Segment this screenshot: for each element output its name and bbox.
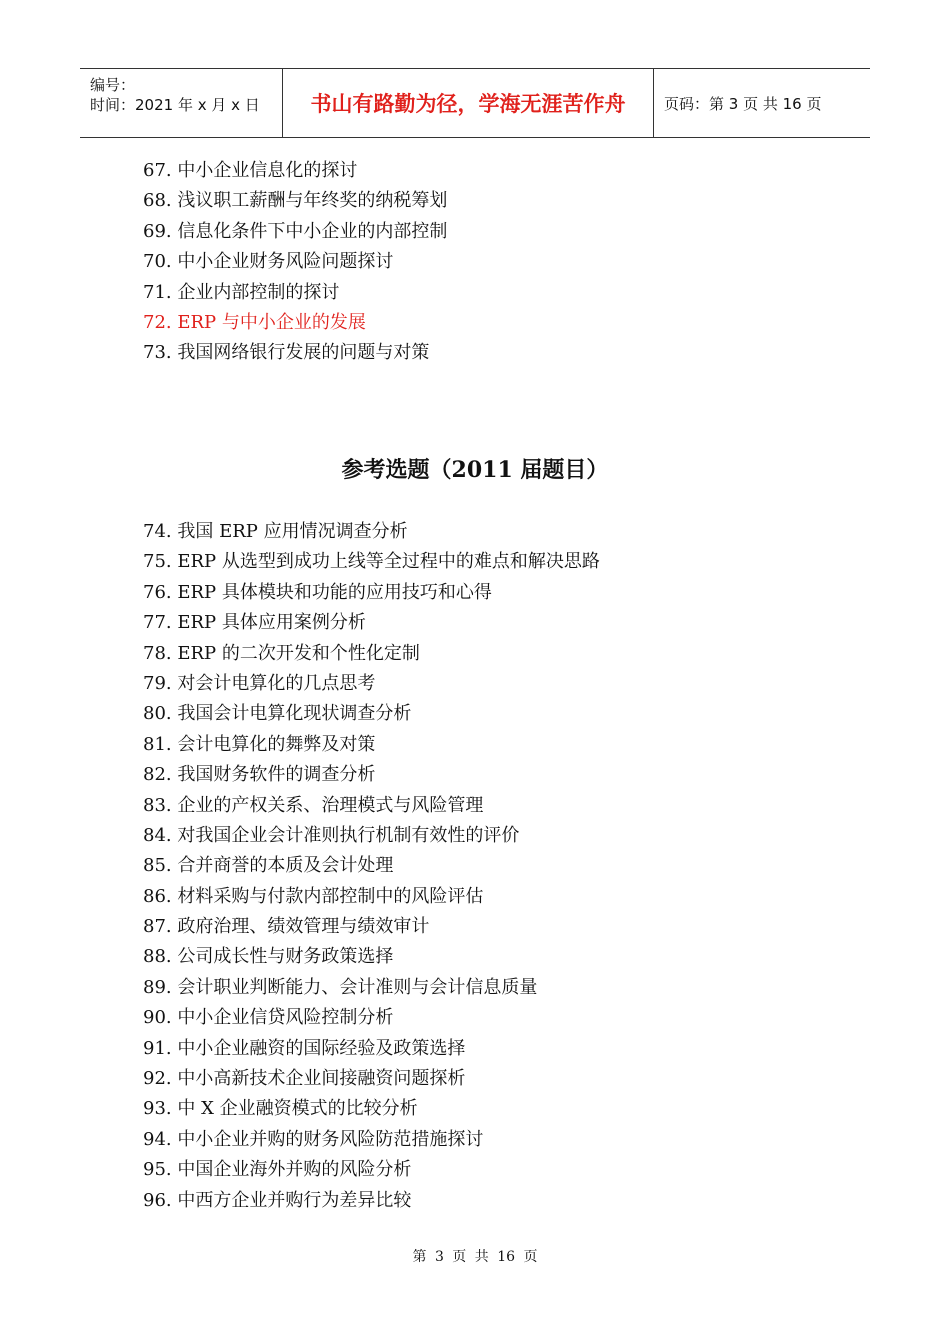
topic-item: 76. ERP 具体模块和功能的应用技巧和心得 bbox=[143, 581, 492, 603]
topic-item: 93. 中 X 企业融资模式的比较分析 bbox=[143, 1098, 418, 1120]
topic-item: 81. 会计电算化的舞弊及对策 bbox=[143, 733, 376, 755]
topic-item: 91. 中小企业融资的国际经验及政策选择 bbox=[143, 1037, 466, 1059]
topic-item: 87. 政府治理、绩效管理与绩效审计 bbox=[143, 916, 430, 938]
topic-item: 78. ERP 的二次开发和个性化定制 bbox=[143, 642, 420, 664]
section-title: 参考选题（2011 届题目） bbox=[341, 457, 609, 483]
document-number-label: 编号： bbox=[90, 76, 136, 94]
topic-item: 69. 信息化条件下中小企业的内部控制 bbox=[143, 220, 448, 242]
topic-item: 77. ERP 具体应用案例分析 bbox=[143, 612, 366, 634]
header-page-number: 页码：第 3 页 共 16 页 bbox=[664, 94, 822, 113]
topic-item: 73. 我国网络银行发展的问题与对策 bbox=[143, 342, 430, 364]
topic-item: 82. 我国财务软件的调查分析 bbox=[143, 764, 376, 786]
date-label: 时间：2021 年 x 月 x 日 bbox=[90, 96, 260, 114]
topic-item: 95. 中国企业海外并购的风险分析 bbox=[143, 1159, 412, 1181]
topic-item: 80. 我国会计电算化现状调查分析 bbox=[143, 703, 412, 725]
page-header bbox=[80, 68, 870, 138]
topic-list-part1 bbox=[143, 156, 447, 369]
topic-item: 88. 公司成长性与财务政策选择 bbox=[143, 946, 394, 968]
topic-item: 84. 对我国企业会计准则执行机制有效性的评价 bbox=[143, 824, 520, 846]
topic-item: 92. 中小高新技术企业间接融资问题探析 bbox=[143, 1068, 466, 1090]
topic-item: 67. 中小企业信息化的探讨 bbox=[143, 160, 358, 181]
header-meta bbox=[80, 69, 282, 137]
topic-item: 72. ERP 与中小企业的发展 bbox=[143, 311, 366, 333]
topic-item: 71. 企业内部控制的探讨 bbox=[143, 281, 340, 303]
topic-item: 85. 合并商誉的本质及会计处理 bbox=[143, 855, 394, 877]
topic-item: 94. 中小企业并购的财务风险防范措施探讨 bbox=[143, 1128, 484, 1150]
topic-item: 96. 中西方企业并购行为差异比较 bbox=[143, 1189, 412, 1211]
topic-item: 75. ERP 从选型到成功上线等全过程中的难点和解决思路 bbox=[143, 551, 600, 573]
page-footer: 第 3 页 共 16 页 bbox=[412, 1249, 538, 1265]
topic-item: 74. 我国 ERP 应用情况调查分析 bbox=[143, 521, 408, 542]
topic-item: 89. 会计职业判断能力、会计准则与会计信息质量 bbox=[143, 976, 538, 998]
topic-item: 68. 浅议职工薪酬与年终奖的纳税筹划 bbox=[143, 190, 448, 212]
topic-item: 79. 对会计电算化的几点思考 bbox=[143, 672, 376, 694]
topic-item: 90. 中小企业信贷风险控制分析 bbox=[143, 1007, 394, 1029]
topic-list-2011 bbox=[143, 517, 600, 1216]
topic-item: 86. 材料采购与付款内部控制中的风险评估 bbox=[143, 885, 484, 907]
topic-item: 83. 企业的产权关系、治理模式与风险管理 bbox=[143, 794, 484, 816]
header-motto: 书山有路勤为径，学海无涯苦作舟 bbox=[282, 69, 654, 137]
topic-item: 70. 中小企业财务风险问题探讨 bbox=[143, 251, 394, 273]
